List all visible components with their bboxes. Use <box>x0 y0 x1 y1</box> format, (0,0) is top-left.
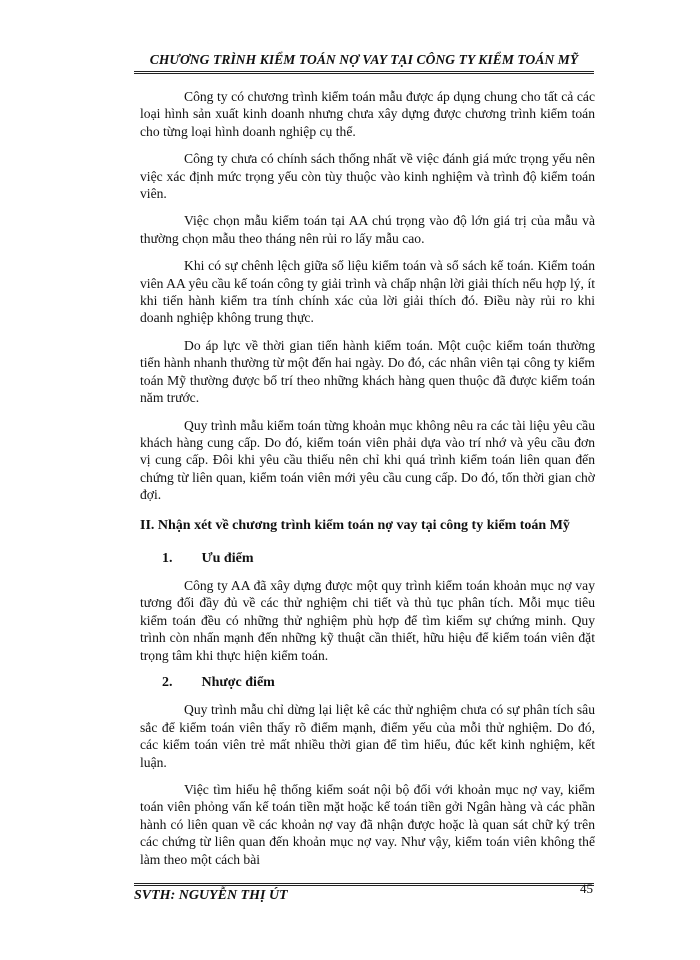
subsection-number: 2. <box>162 674 173 690</box>
subsection-number: 1. <box>162 550 173 566</box>
footer-divider <box>134 883 594 886</box>
body-paragraph: Việc tìm hiểu hệ thống kiểm soát nội bộ đối với khoản mục nợ vay, kiểm toán viên phỏng vấn kế toán tiền mặt hoặc kế toán tiền gởi Ngân hàng và các phần hành có liên quan về các khoản nợ vay đã nhận được hoặc là quan sát chữ ký trên các chứng từ liên quan đến khoản mục nợ vay. Như vậy, kiểm toán viên không thể làm theo một cách bài <box>140 782 595 867</box>
subsection-heading-weaknesses <box>140 674 595 691</box>
body-paragraph: Quy trình mẫu chỉ dừng lại liệt kê các thử nghiệm chưa có sự phân tích sâu sắc để kiểm toán viên thấy rõ điểm mạnh, điểm yếu của mỗi thử nghiệm. Do đó, các kiểm toán viên trẻ mất nhiều thời gian để tìm hiểu, đúc kết kinh nghiệm, kết luận. <box>140 702 595 770</box>
section-heading: II. Nhận xét về chương trình kiểm toán nợ vay tại công ty kiểm toán Mỹ <box>140 517 570 533</box>
subsection-title: Nhược điểm <box>201 674 275 690</box>
subsection-heading-strengths <box>140 550 595 567</box>
body-paragraph: Khi có sự chênh lệch giữa số liệu kiểm toán và sổ sách kế toán. Kiểm toán viên AA yêu cầu kế toán công ty giải trình và chấp nhận lời giải thích nếu hợp lý, ít khi tiến hành kiểm tra tính chính xác của lời giải thích đó. Điều này rủi ro khi doanh nghiệp không trung thực. <box>140 258 595 326</box>
body-paragraph: Quy trình mẫu kiểm toán từng khoản mục không nêu ra các tài liệu yêu cầu khách hàng cung cấp. Do đó, kiểm toán viên phải dựa vào trí nhớ và yêu cầu đơn vị cung cấp. Đôi khi yêu cầu thiếu nên chỉ khi quá trình kiểm toán liên quan đến chứng từ liên quan, kiểm toán viên mới yêu cầu cung cấp. Do đó, tốn thời gian chờ đợi. <box>140 417 595 503</box>
page-number: 45 <box>580 881 593 896</box>
page-header-title: CHƯƠNG TRÌNH KIỂM TOÁN NỢ VAY TẠI CÔNG TY KIỂM TOÁN MỸ <box>149 52 579 67</box>
document-body <box>140 88 595 878</box>
body-paragraph: Công ty AA đã xây dựng được một quy trình kiểm toán khoản mục nợ vay tương đối đầy đủ về các thử nghiệm chi tiết và thủ tục phân tích. Mỗi mục tiêu kiểm toán đều có những thử nghiệm phù hợp để tìm kiếm sự chứng minh. Quy trình còn nhấn mạnh đến những kỹ thuật cần thiết, hữu hiệu để kiểm toán viên đặt trọng tâm khi thực hiện kiểm toán. <box>140 577 595 663</box>
body-paragraph: Công ty có chương trình kiểm toán mẫu được áp dụng chung cho tất cả các loại hình sản xuất kinh doanh nhưng chưa xây dựng được chương trình kiểm toán cho từng loại hình doanh nghiệp cụ thể. <box>140 89 595 139</box>
subsection-title: Ưu điểm <box>201 550 254 566</box>
footer-author: SVTH: NGUYỄN THỊ ÚT <box>134 888 288 903</box>
body-paragraph: Việc chọn mẫu kiểm toán tại AA chú trọng vào độ lớn giá trị của mẫu và thường chọn mẫu theo tháng nên rủi ro lấy mẫu cao. <box>140 213 595 246</box>
header-divider <box>134 71 594 74</box>
body-paragraph: Do áp lực về thời gian tiến hành kiểm toán. Một cuộc kiểm toán thường tiến hành nhanh thường từ một đến hai ngày. Do đó, các nhân viên tại công ty kiểm toán Mỹ thường được bố trí theo những khách hàng quen thuộc đã được kiểm toán năm trước. <box>140 337 595 406</box>
body-paragraph: Công ty chưa có chính sách thống nhất về việc đánh giá mức trọng yếu nên việc xác định mức trọng yếu còn tùy thuộc vào kinh nghiệm và trình độ kiểm toán viên. <box>140 151 595 202</box>
